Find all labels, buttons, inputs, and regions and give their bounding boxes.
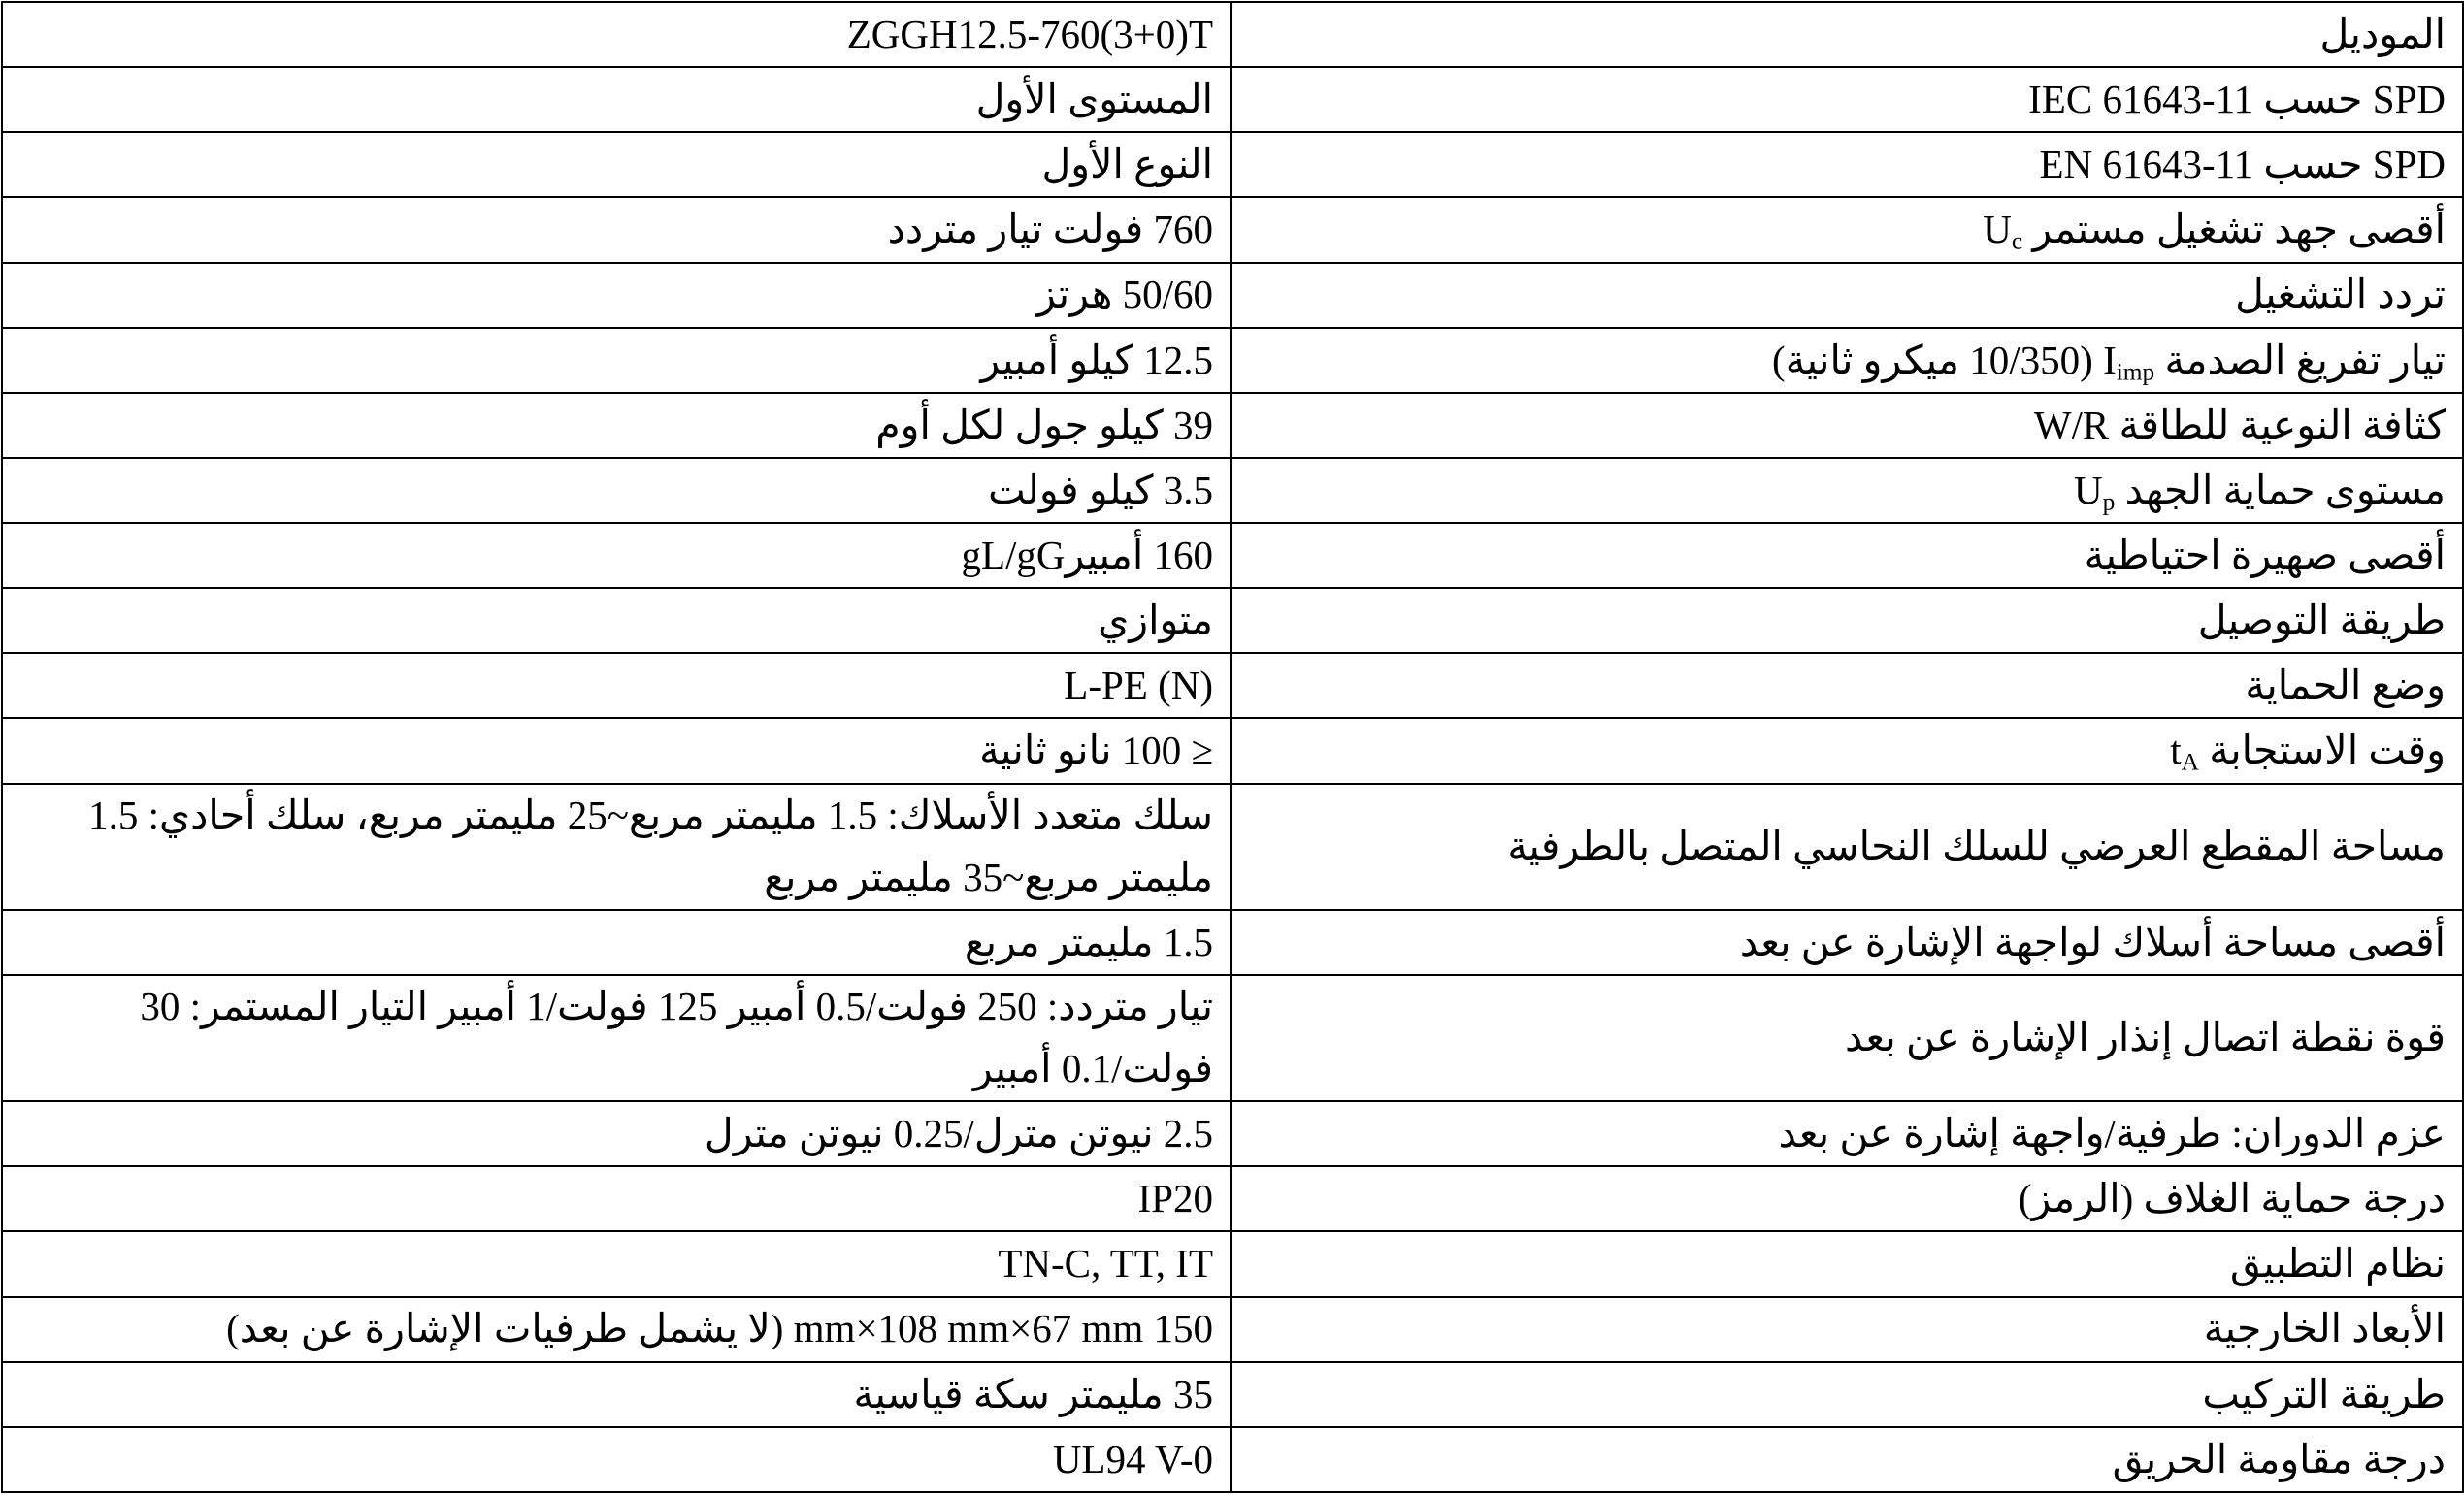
table-row	[2, 197, 2463, 262]
table-row	[2, 910, 2463, 975]
specification-table	[1, 1, 2464, 1493]
table-row	[2, 328, 2463, 393]
table-row	[2, 588, 2463, 653]
table-row	[2, 132, 2463, 197]
spec-value-voltage-protection-level: 3.5 كيلو فولت	[2, 458, 1231, 523]
table-row	[2, 1166, 2463, 1231]
table-row	[2, 523, 2463, 588]
spec-value-max-continuous-voltage: 760 فولت تيار متردد	[2, 197, 1231, 262]
spec-label-remote-alarm-contact: قوة نقطة اتصال إنذار الإشارة عن بعد	[1231, 975, 2463, 1101]
spec-value-remote-signal-wire-area: 1.5 مليمتر مربع	[2, 910, 1231, 975]
spec-value-specific-energy: 39 كيلو جول لكل أوم	[2, 393, 1231, 458]
symbol-up: $U_p$	[2074, 467, 2116, 516]
table-row	[2, 393, 2463, 458]
spec-label-specific-energy: كثافة النوعية للطاقة W/R	[1231, 393, 2463, 458]
spec-label-dimensions: الأبعاد الخارجية	[1231, 1297, 2463, 1362]
spec-value-connection-method: متوازي	[2, 588, 1231, 653]
table-row	[2, 1101, 2463, 1166]
spec-value-model: ZGGH12.5-760(3+0)T	[2, 2, 1231, 67]
symbol-ta: $t_A$	[2170, 728, 2199, 776]
spec-value-dimensions: 150 mm×108 mm×67 mm (لا يشمل طرفيات الإشارة عن بعد)	[2, 1297, 1231, 1362]
spec-value-protection-mode: L-PE (N)	[2, 653, 1231, 718]
spec-label-en-type: SPD حسب EN 61643-11	[1231, 132, 2463, 197]
spec-label-backup-fuse: أقصى صهيرة احتياطية	[1231, 523, 2463, 588]
spec-label-wire-cross-section: مساحة المقطع العرضي للسلك النحاسي المتصل بالطرفية	[1231, 784, 2463, 910]
spec-value-application-system: TN-C, TT, IT	[2, 1231, 1231, 1296]
label-text: تيار تفريغ الصدمة	[2164, 337, 2446, 382]
spec-value-impulse-current: 12.5 كيلو أمبير	[2, 328, 1231, 393]
spec-label-connection-method: طريقة التوصيل	[1231, 588, 2463, 653]
spec-value-mounting: 35 مليمتر سكة قياسية	[2, 1362, 1231, 1427]
table-row	[2, 67, 2463, 132]
spec-label-max-continuous-voltage	[1231, 197, 2463, 262]
table-row	[2, 1427, 2463, 1492]
spec-label-model: الموديل	[1231, 2, 2463, 67]
spec-value-wire-cross-section: سلك متعدد الأسلاك: 1.5 مليمتر مربع~25 مليمتر مربع، سلك أحادي: 1.5 مليمتر مربع~35 مليمتر مربع	[2, 784, 1231, 910]
spec-value-response-time: ≤ 100 نانو ثانية	[2, 718, 1231, 783]
table-row	[2, 458, 2463, 523]
spec-label-torque: عزم الدوران: طرفية/واجهة إشارة عن بعد	[1231, 1101, 2463, 1166]
table-row	[2, 718, 2463, 783]
spec-label-response-time	[1231, 718, 2463, 783]
spec-label-protection-mode: وضع الحماية	[1231, 653, 2463, 718]
spec-value-remote-alarm-contact: تيار متردد: 250 فولت/0.5 أمبير 125 فولت/1 أمبير التيار المستمر: 30 فولت/0.1 أمبير	[2, 975, 1231, 1101]
label-text: أقصى جهد تشغيل مستمر	[2032, 207, 2446, 252]
spec-label-frequency: تردد التشغيل	[1231, 263, 2463, 328]
spec-value-flame-rating: UL94 V-0	[2, 1427, 1231, 1492]
label-text: وقت الاستجابة	[2209, 728, 2446, 773]
table-row	[2, 1231, 2463, 1296]
spec-label-enclosure-rating: درجة حماية الغلاف (الرمز)	[1231, 1166, 2463, 1231]
spec-label-impulse-current	[1231, 328, 2463, 393]
table-row	[2, 1297, 2463, 1362]
table-row	[2, 1362, 2463, 1427]
spec-value-torque: 2.5 نيوتن مترل/0.25 نيوتن مترل	[2, 1101, 1231, 1166]
spec-value-en-type: النوع الأول	[2, 132, 1231, 197]
table-row	[2, 653, 2463, 718]
symbol-uc: $U_c$	[1983, 207, 2023, 255]
table-row	[2, 784, 2463, 910]
spec-label-iec-class: SPD حسب IEC 61643-11	[1231, 67, 2463, 132]
label-text: مستوى حماية الجهد	[2124, 467, 2446, 512]
table-row	[2, 2, 2463, 67]
spec-value-iec-class: المستوى الأول	[2, 67, 1231, 132]
spec-value-backup-fuse: 160 أمبيرgL/gG	[2, 523, 1231, 588]
spec-label-flame-rating: درجة مقاومة الحريق	[1231, 1427, 2463, 1492]
spec-label-voltage-protection-level	[1231, 458, 2463, 523]
table-row	[2, 263, 2463, 328]
symbol-iimp: $I_{imp}$	[2103, 337, 2155, 385]
table-row	[2, 975, 2463, 1101]
spec-value-enclosure-rating: IP20	[2, 1166, 1231, 1231]
spec-value-frequency: 50/60 هرتز	[2, 263, 1231, 328]
spec-label-application-system: نظام التطبيق	[1231, 1231, 2463, 1296]
spec-label-mounting: طريقة التركيب	[1231, 1362, 2463, 1427]
label-suffix: (10/350 ميكرو ثانية)	[1772, 337, 2093, 382]
spec-label-remote-signal-wire-area: أقصى مساحة أسلاك لواجهة الإشارة عن بعد	[1231, 910, 2463, 975]
